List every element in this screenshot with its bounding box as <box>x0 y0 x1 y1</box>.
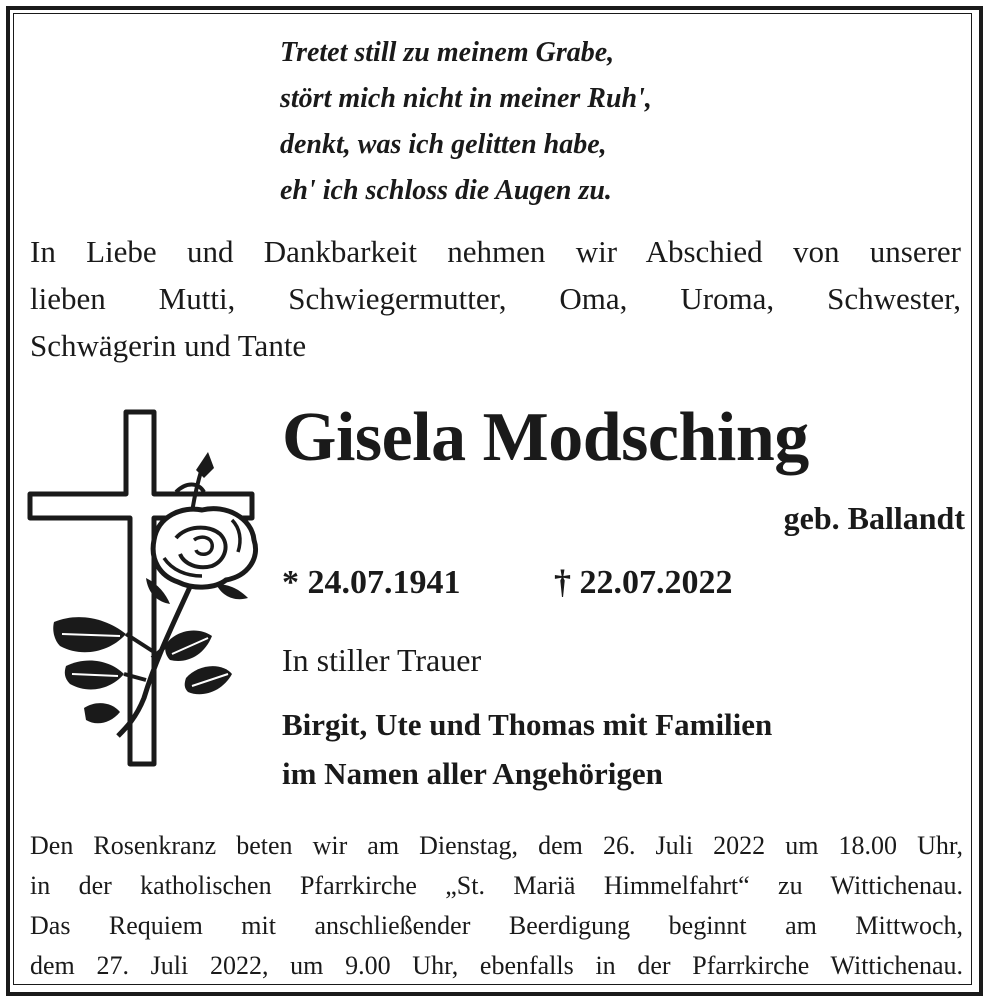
notice-line: dem 27. Juli 2022, um 9.00 Uhr, ebenfalls in der Pfarrkirche Wittichenau. <box>30 951 963 980</box>
poem-line: Tretet still zu meinem Grabe, <box>280 37 615 68</box>
poem-line: stört mich nicht in meiner Ruh', <box>280 83 652 114</box>
maiden-name: geb. Ballandt <box>783 500 965 536</box>
cross-with-rose-icon <box>26 408 266 770</box>
life-dates <box>282 564 733 602</box>
deceased-name: Gisela Modsching <box>282 399 809 476</box>
mourning-heading: In stiller Trauer <box>282 642 482 678</box>
death-date: † 22.07.2022 <box>554 564 733 601</box>
notice-line: in der katholischen Pfarrkirche „St. Mariä Himmelfahrt“ zu Wittichenau. <box>30 871 963 900</box>
notice-line: Das Requiem mit anschließender Beerdigung beginnt am Mittwoch, <box>30 911 963 940</box>
service-notice <box>30 826 963 986</box>
mourners <box>282 700 772 798</box>
intro-text <box>30 228 961 369</box>
birth-date: * 24.07.1941 <box>282 564 461 601</box>
intro-line: lieben Mutti, Schwiegermutter, Oma, Uroma, Schwester, <box>30 281 961 316</box>
poem-line: denkt, was ich gelitten habe, <box>280 129 607 160</box>
intro-line: In Liebe und Dankbarkeit nehmen wir Abschied von unserer <box>30 234 961 269</box>
mourners-line: im Namen aller Angehörigen <box>282 756 663 791</box>
poem <box>280 30 652 214</box>
intro-line: Schwägerin und Tante <box>30 328 307 363</box>
mourners-line: Birgit, Ute und Thomas mit Familien <box>282 707 773 742</box>
notice-line: Den Rosenkranz beten wir am Dienstag, dem 26. Juli 2022 um 18.00 Uhr, <box>30 831 963 860</box>
poem-line: eh' ich schloss die Augen zu. <box>280 175 612 206</box>
